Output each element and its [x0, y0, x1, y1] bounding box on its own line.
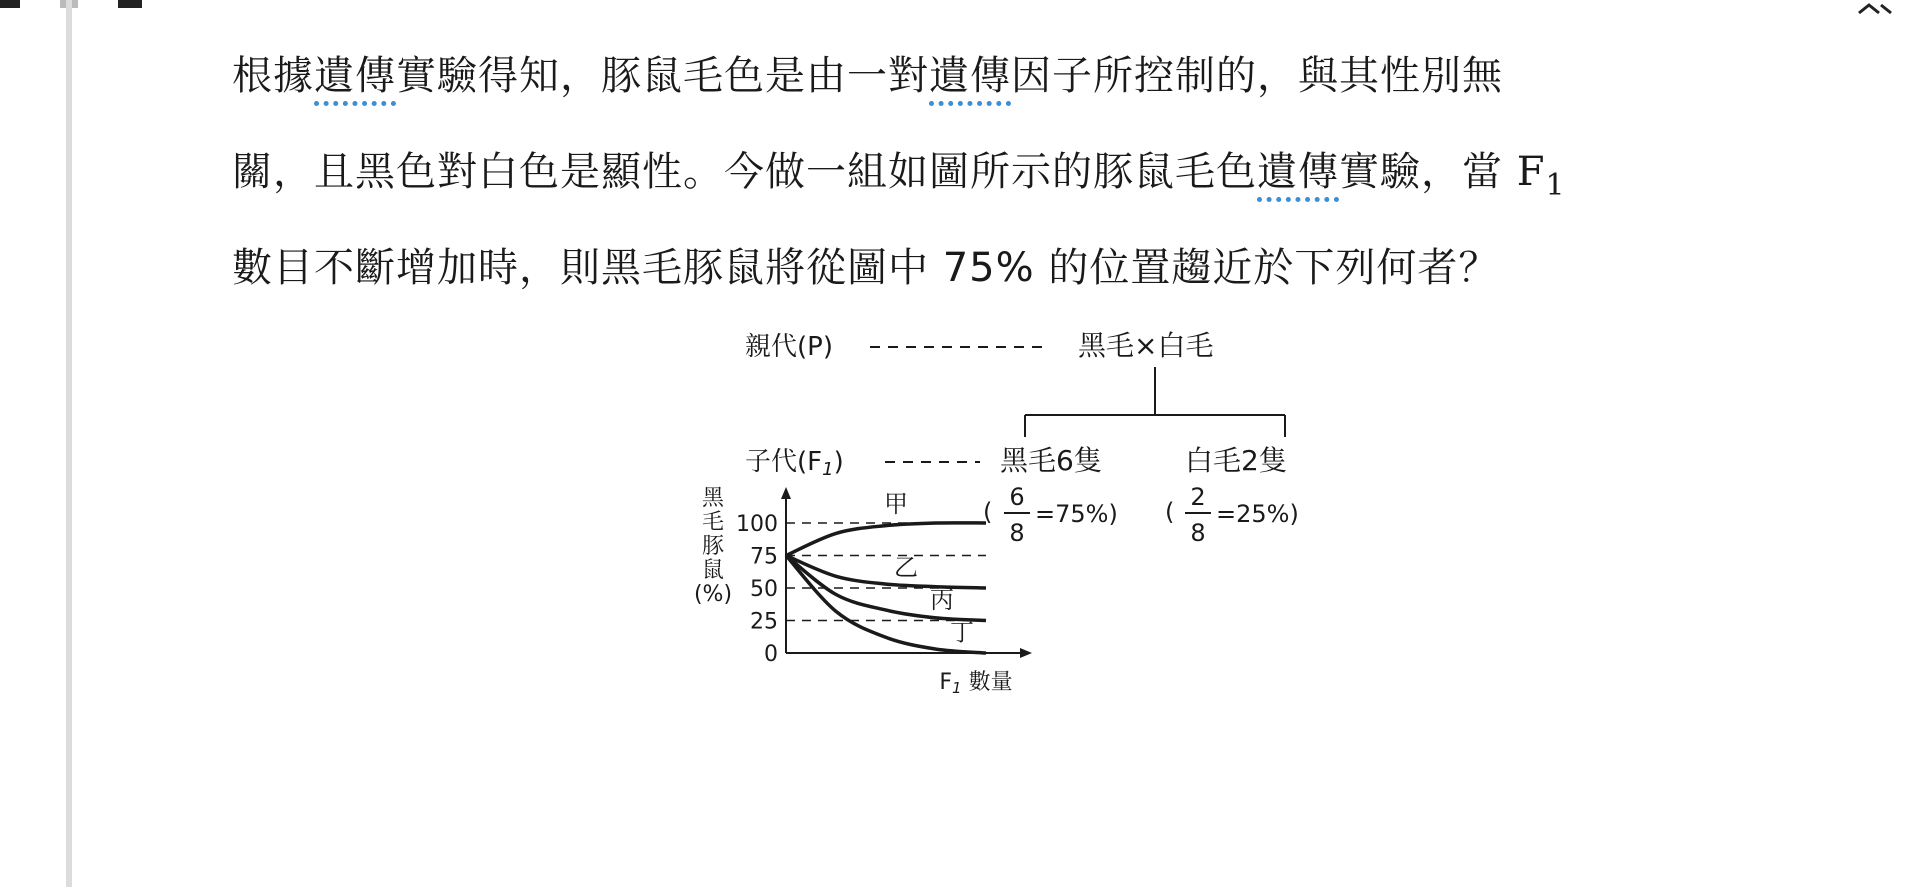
y-tick-label: 75	[750, 544, 778, 570]
y-axis-label-char: 鼠	[701, 558, 725, 583]
series-label: 丙	[930, 586, 954, 614]
glossary-term-link[interactable]: 遺傳	[929, 53, 1011, 106]
x-axis-label: F1 數量	[939, 670, 1013, 697]
series-line	[786, 523, 986, 556]
white-fraction-numerator: 2	[1190, 483, 1206, 511]
glossary-term-link[interactable]: 遺傳	[314, 53, 396, 106]
toolbar-icon-left[interactable]	[0, 0, 20, 8]
black-fraction-denominator: 8	[1009, 519, 1025, 547]
black-fraction-numerator: 6	[1009, 483, 1025, 511]
x-axis-arrow	[1020, 648, 1032, 658]
black-offspring-count: 黑毛6隻	[1000, 444, 1102, 477]
pedigree-diagram	[693, 325, 1400, 855]
question-line-3: 數目不斷增加時，則黑毛豚鼠將從圖中 75% 的位置趨近於下列何者？	[232, 245, 1500, 291]
question-line-1	[232, 28, 1872, 124]
series-line	[786, 553, 986, 589]
y-axis-label-char: 毛	[701, 510, 725, 535]
question-text	[232, 28, 1872, 316]
black-percent: =75%)	[1035, 500, 1118, 528]
y-tick-label: 25	[750, 609, 778, 635]
y-axis-label-char: 豚	[701, 534, 725, 559]
white-offspring-count: 白毛2隻	[1185, 444, 1287, 477]
genetics-figure	[693, 325, 1400, 855]
white-percent: =25%)	[1216, 500, 1299, 528]
question-text-segment: 因子所控制的，與其性別無	[1011, 53, 1503, 99]
y-tick-label: 50	[750, 577, 778, 602]
series-label: 甲	[884, 489, 908, 518]
y-tick-label: 0	[764, 642, 778, 667]
left-margin-rule	[66, 0, 72, 887]
y-tick-label: 100	[736, 512, 778, 537]
toolbar-fragment	[0, 0, 200, 10]
corner-control-icon[interactable]	[1855, 0, 1895, 12]
y-axis-label-char: 黑	[701, 486, 725, 511]
parent-cross-label: 黑毛×白毛	[1078, 329, 1214, 362]
child-generation-label: 子代(F1)	[745, 447, 844, 480]
parent-generation-label: 親代(P)	[745, 332, 833, 362]
y-axis-arrow	[781, 487, 791, 499]
question-text-segment: 關，且黑色對白色是顯性。今做一組如圖所示的豚鼠毛色	[232, 149, 1257, 195]
series-label: 丁	[950, 618, 974, 647]
glossary-term-link[interactable]: 遺傳	[1257, 149, 1339, 202]
f1-symbol: $F_1$	[1516, 149, 1566, 203]
white-fraction-denominator: 8	[1190, 519, 1206, 547]
question-text-segment: 根據	[232, 53, 314, 99]
open-paren: (	[983, 498, 993, 526]
question-line-2	[232, 124, 1872, 220]
y-axis-label-char: (%)	[693, 582, 733, 607]
open-paren: (	[1165, 498, 1175, 526]
series-label: 乙	[894, 553, 918, 582]
toolbar-icon-right[interactable]	[118, 0, 142, 8]
offspring-ratio-chart	[694, 486, 1032, 697]
question-text-segment: 實驗得知，豚鼠毛色是由一對	[396, 53, 929, 99]
question-text-segment: 實驗，當	[1339, 149, 1517, 195]
